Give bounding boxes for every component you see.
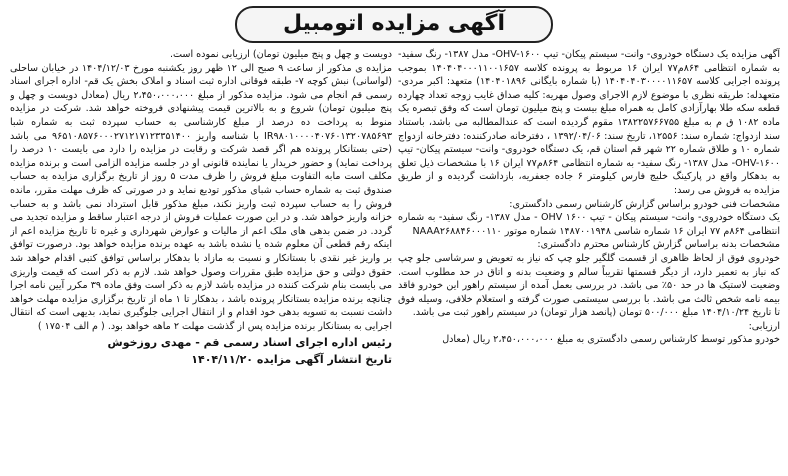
- publish-date-line: تاریخ انتشار آگهی مزایده ۱۴۰۴/۱۱/۲۰: [191, 353, 392, 367]
- right-column: [398, 48, 780, 472]
- signature-line: رئیس اداره اجرای اسناد رسمی قم - مهدی روزخوش: [107, 336, 392, 350]
- paragraph: خودروی فوق از لحاظ ظاهری از قسمت گلگیر جلو چپ که نیاز به تعویض و سرشاسی جلو چپ که نیاز به تعمیر دارد، از دیگر قسمتها تقریباً سالم و وضعیت بدنه و اتاق در حد مطلوب است. وضعیت لاستیک ها در حد ۵۰٪ می باشد. در بررسی بعمل آمده از سیستم راهور این خودرو فاقد بیمه نامه شخص ثالث می باشد. با بررسی سیستمی صورت گرفته و استعلام خلافی، وسیله فوق تا تاریخ ۱۴۰۴/۱۰/۲۴ مبلغ ۵۰۰/۰۰۰ تومان (پانصد هزار تومان) در سیستم راهور ثبت می باشد.: [398, 252, 780, 319]
- paragraph: یک دستگاه خودروی- وانت- سیستم پیکان - تیپ OHV ۱۶۰۰ - مدل ۱۳۸۷- رنگ سفید- به شماره انتظامی ۸۶۴م ۷۷ ایران ۱۶ شماره شاسی ۱۴۸۷۰۰۱۹۴۸ شماره موتور NAAA۲۶۸۸۴۶۰۰۰۱۱۰: [398, 212, 780, 237]
- paragraph: خودرو مذکور توسط کارشناس رسمی دادگستری به مبلغ ۲،۴۵۰،۰۰۰،۰۰۰ ریال (معادل: [442, 334, 780, 346]
- paragraph: دویست و چهل و پنج میلیون تومان) ارزیابی نموده است.: [169, 49, 392, 60]
- page-title: آگهی مزایده اتومبیل: [235, 6, 553, 43]
- paragraph: آگهی مزایده یک دستگاه خودروی- وانت- سیستم پیکان- تیپ OHV-۱۶۰۰- مدل ۱۳۸۷- رنگ سفید- به شماره انتظامی ۸۶۴م۷۷ ایران ۱۶ مربوط به پرونده کلاسه ۱۴۰۴۰۴۰۰۰۱۱۰۰۱۶۵۷ بموجب پرونده اجرایی کلاسه ۱۴۰۴۰۴۰۳۰۰۰۰۱۱۶۵۷ (با شماره بایگانی ۱۴۰۴۰۱۸۹۶) متعهد: اکبر مردی- متعهدله: طریقه نظری با موضوع لازم الاجرای وصول مهریه: کلیه صداق غایب زوجه تعداد چهارده قطعه سکه طلا بهارآزادی کامل به همراه مبلغ بیست و پنج میلیون تومان است که وفق تبصره یک ماده ۱۰۸۲ ق م به مبلغ ۱۳۸۲۲۵۷۶۶۷۵۵ مقوم گردیده است که عندالمطالبه می باشد، باستناد سند ازدواج: شماره سند: ۱۲۵۵۶، تاریخ سند: ۱۳۹۲/۰۴/۰۶ ، دفترخانه صادرکننده: دفترخانه ازدواج شماره ۱۰ و طلاق شماره ۲۲ شهر قم استان قم، یک دستگاه خودروی- وانت- سیستم پیکان- تیپ OHV-۱۶۰۰- مدل ۱۳۸۷- رنگ سفید- به شماره انتظامی ۸۶۴م۷۷ ایران ۱۶ با مشخصات ذیل تعلق به بدهکار واقع در پارکینگ خلیج فارس کیلومتر ۶ جاده جعفریه، بازداشت گردیده و از طریق مزایده به فروش می رسد:: [398, 49, 780, 196]
- left-column: [10, 48, 392, 472]
- paragraph: مشخصات فنی خودرو براساس گزارش کارشناس رسمی دادگستری:: [509, 198, 780, 210]
- paragraph: مشخصات بدنه براساس گزارش کارشناس محترم دادگستری:: [537, 239, 780, 251]
- paragraph: ارزیابی:: [748, 320, 780, 332]
- paragraph: مزایده ی مذکور از ساعت ۹ صبح الی ۱۲ ظهر روز یکشنبه مورخ ۱۴۰۴/۱۲/۰۳ در خیابان ساحلی (لواسانی) نبش کوچه ۷- طبقه فوقانی اداره ثبت اسناد و املاک بخش یک قم- اداره اجرای اسناد رسمی قم انجام می شود. مزایده مذکور از مبلغ ۲،۴۵۰،۰۰۰،۰۰۰ ریال (معادل دویست و چهل و پنج میلیون تومان) شروع و به بالاترین قیمت پیشنهادی فروخته خواهد شد. شرکت در مزایده منوط به پرداخت ده درصد از مبلغ کارشناسی به حساب سپرده ثبت به شماره شبا IR۹۸۰۱۰۰۰۰۴۰۷۶۰۱۳۲۰۷۸۵۶۹۳ با شناسه واریز ۹۶۵۱۰۸۵۷۶۰۰۰۲۷۱۲۱۷۱۲۳۳۵۱۴۰۰ می باشد (حتی بستانکار پرونده هم اگر قصد شرکت و رقابت در مزایده را دارد می بایست ۱۰ درصد را پرداخت نماید) و حضور خریدار یا نماینده قانونی او در جلسه مزایده الزامی است و برنده مزایده مکلف است مابه التفاوت مبلغ فروش را ظرف مدت ۵ روز از تاریخ برگزاری مزایده به حساب صندوق ثبت به شماره حساب شبای مذکور تودیع نماید و در صورتی که ظرف مهلت مقرر، مانده فروش را به حساب سپرده ثبت واریز نکند، مبلغ مذکور قابل استرداد نمی باشد و به حساب خزانه واریز خواهد شد. و در این صورت عملیات فروش از درجه اعتبار ساقط و مزایده تجدید می گردد. در ضمن بدهی های ملک اعم از مالیات و عوارض شهرداری و غیره تا تاریخ مزایده اعم از اینکه رقم قطعی آن معلوم شده یا نشده باشد به عهده برنده مزایده خواهد بود. درصورت توافق بر واریز غیر نقدی با بستانکار و نسبت به مازاد با بدهکار براساس توافق کتبی اقدام خواهد شد حقوق دولتی و حق مزایده طبق مقررات وصول خواهد شد. لازم به ذکر است که قیمت واریزی می بایست بنام شرکت کننده در مزایده باشد لازم به ذکر است وفق ماده ۳۹ مکرر آیین نامه اجرا چنانچه برنده مزایده بستانکار پرونده باشد ، بدهکار تا ۱ ماه از تاریخ برگزاری مزایده مهلت خواهد داشت نسبت به تسویه بدهی خود اقدام و از انتقال اجرایی جلوگیری نماید، بدیهی است که انتقال اجرایی به بستانکار برنده مزایده پس از گذشت مهلت ۲ ماهه خواهد بود. ( م الف ۱۷۵۰۴ ): [10, 62, 392, 332]
- title-bar: [0, 0, 788, 48]
